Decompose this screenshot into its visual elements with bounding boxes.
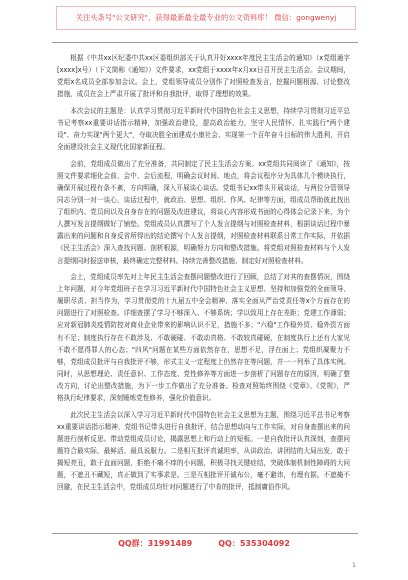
paragraph-1: 根据《中共xx区纪委中共xx区委组织部关于认真开好xxxx年度民主生活会的通知》（x党组通字[xxxx]x号）（下文简称《通知》）文件要求，xx党组于xxxx年x月xx日召开民主生活会。会议期间，党组x名成员全部参加会议。会上，党组领导成员分别作了对照检查发言，挖掘问题根源、讨论整改措施，成员在会上严肃开展了批评和自我批评，取得了理想的效果。 — [57, 54, 350, 99]
paragraph-2: 本次会议的主题是：认真学习贯彻习近平新时代中国特色社会主义思想，持续学习贯彻习近平总书记考察xx重要讲话指示精神，加强政治建设，提高政治能力，坚守人民情怀，扎实践行"两个建设"、奋力实现"两个更大"，夺取决胜全面建成小康社会、实现第一个百年奋斗目标的伟大胜利，开启全面建设社会主义现代化国家新征程。 — [57, 106, 350, 152]
footer — [0, 538, 408, 552]
qq-text: QQ：535304092 — [218, 539, 290, 548]
paragraph-5: 此次民主生活会以深入学习习近平新时代中国特色社会主义思想为主题，围绕习近平总书记考察xx重要讲话指示精神，党组书记带头进行自我批评，结合思想动向与工作实际，对自身查摆出来的问题进行剖析反思。带动党组成员讨论，揭露思想上和行动上的短板。一是自我批评认真深刻，查摆问题符合最实际，最鲜活、最具说服力。二是相互批评真诚坦率，从讲政治、讲团结的大局出发，敢于揭短亮丑，敢于直面问题，拒绝不痛不痒的小问题，积极寻找关键症结，突破体制机制性障碍的大问题，不遮丑不藏短，真正做到了实事求是。三是互相批评开诚布公，毫不避讳，有理有据。不遮掩不回避，在民主生活会中，党组成员均针对问题进行了中肯的批评，抵制庸俗作风。 — [57, 410, 350, 492]
qq-group-text: QQ群：31991489 — [118, 539, 193, 548]
header-divider — [52, 42, 358, 43]
paragraph-3: 会前，党组成员做出了充分准备，共同制定了民主生活会方案。xx党组共同阅读了《通知》，按照文件要求细化会前、会中、会后流程，明确会议时间、地点，将会议程序分为具体几个模块执行，确保开展过程有条不紊，方向明确，深入开展谈心谈话。党组书记xx带头开展谈话，与两位分管领导同志分别一对一谈心，谈话过程中，就政治、思想、组织、作风、纪律等方面，组成员帮助彼此找出了组织内、党员间以及自身存在的问题及改进建议，将谈心内容形成书面的心得体会记录下来，为个人撰写发言提纲做好了铺垫。党组成员认真撰写了个人发言提纲与对照检查材料，根据谈话过程中暴露出来的问题和自身反省所得出的结论撰写个人发言提纲，对照检查材料联系日常工作实际，并依据《民主生活会》深入查找问题、剖析根源，明确努力方向和整改措施。将党组对照检查材料与个人发言提纲同时报送审核，最终确定完整材料。持续完善整改措施、制定好对照检查材料。 — [57, 159, 350, 265]
document-body — [57, 52, 350, 498]
paragraph-4: 会上，党组成员率先对上年民主生活会查摆问题整改进行了回顾，总结了对其的查摆情况，围绕上年问题，对今年党组班子在学习习近平新时代中国特色社会主义思想、坚持和加强党的全面领导、履职尽责、担当作为，学习贯彻党的十九届五中全会精神、落实全面从严治党责任等x个方面存在的问题进行了对照检查。详细查摆了学习不够深入、不够系统；学以致用上存在差距；党建工作薄弱；应对新冠肺炎疫情防控对商业企业带来的影响认识不足，措施不多；"六稳"工作稳外贸、稳外资方面有不足；制度执行存在不敢涉及、不敢硬碰、不敢动真格、不敢较真碰硬，在制度执行上还有大家见不敢不愿得罪人的心态；"四风"问题在某些方面依然存在，思想不足，浮在面上；党组织凝聚力不够，党组成员批评与自我批评不够，形式主义一定程度上仍然存在等问题，并一一列举了具体实例。同时，从思想理论、责任意识、工作态度、党性修养等方面进一步剖析了问题存在的原因，明确了整改方向，讨论出整改措施，为下一步工作做出了充分准备。检查对照始终围绕《党章》、《党规》，严格执行纪律要求，深刻锤炼党性修养，强化价值意识。 — [57, 273, 350, 403]
top-banner — [56, 6, 356, 30]
page-number: 1 — [352, 562, 356, 569]
footer-divider — [52, 533, 358, 534]
banner-text: 关注头条号"公文研究"，获得最新最全最专业的公文资料库！ 微信：gongwenyj — [75, 13, 337, 22]
